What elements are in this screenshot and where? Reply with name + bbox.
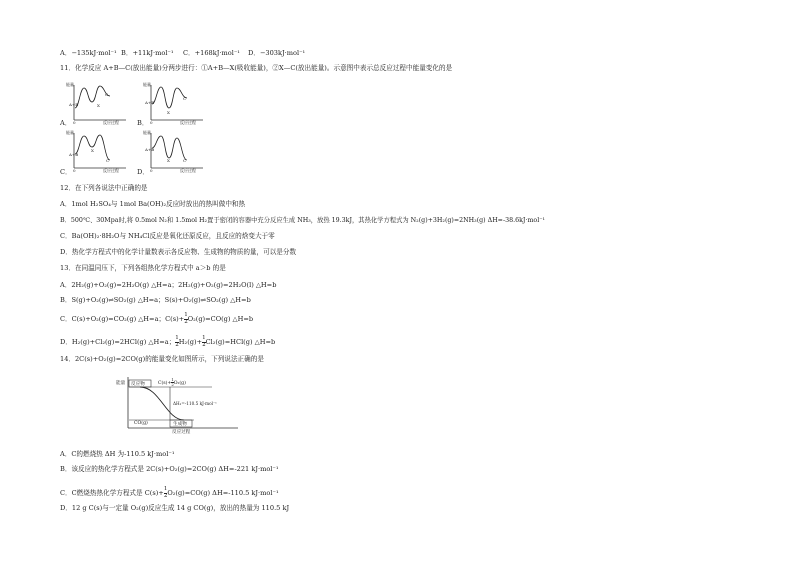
q14-stem: 14．2C(s)+O₂(g)=2CO(g)的能量变化如图所示，下列说法正确的是	[60, 355, 264, 363]
q10-option-d: D．−303kJ·mol⁻¹	[248, 49, 306, 57]
q11-b-xlabel: 反应过程	[180, 120, 196, 125]
q13-d-part2: H₂(g)+	[178, 338, 203, 346]
q11-a-c: C	[105, 92, 109, 97]
q11-key-d: D．	[137, 168, 149, 176]
q11-d-ylabel: 能量	[143, 130, 151, 135]
q11-a-ylabel: 能量	[66, 82, 74, 87]
q13-c-part2: O₂(g)=CO(g) △H=b	[187, 315, 254, 323]
q11-b-c: C	[183, 96, 187, 101]
q14-reactant-formula: C(s)+ $\frac{1}{2}$ O₂(g)	[158, 377, 186, 387]
q14-ylabel: 能量	[116, 381, 126, 386]
q14-delta-h: ΔH₁=-110.5 kJ·mol⁻¹	[173, 401, 217, 406]
q12-option-b: B．500℃、30Mpa时,将 0.5mol N₂和 1.5mol H₂置于密闭的容器中充分反应生成 NH₃，放热 19.3kJ，其热化学方程式为 N₂(g)+3H₂(g)=2NH₃(g) ΔH=-38.6kJ·mol⁻¹	[60, 217, 546, 224]
q11-b-x: X	[167, 110, 170, 115]
q11-key-a: A．	[60, 119, 72, 127]
q11-c-x: X	[91, 148, 94, 153]
q14-option-b: B．该反应的热化学方程式是 2C(s)+O₂(g)=2CO(g) ΔH=-221 kJ·mol⁻¹	[60, 465, 279, 473]
q11-c-origin: 0	[73, 168, 76, 173]
q14-c-part2: O₂(g)=CO(g) ΔH=-110.5 kJ·mol⁻¹	[167, 489, 279, 497]
q13-stem: 13．在同温同压下，下列各组热化学方程式中 a＞b 的是	[60, 264, 226, 272]
q14-reactant-box: 反应物	[131, 382, 145, 387]
q13-d-part3: Cl₂(g)=HCl(g) △H=b	[205, 338, 276, 346]
q11-graph-c	[66, 130, 128, 172]
q11-b-ab: A+B	[145, 100, 155, 105]
q11-b-ylabel: 能量	[143, 82, 151, 87]
q14-option-a: A．C的燃烧热 ΔH 为-110.5 kJ·mol⁻¹	[60, 450, 175, 458]
q13-option-d	[60, 336, 275, 348]
q13-c-fraction: $\frac{1}{2}$	[184, 312, 188, 325]
q11-c-c: C	[106, 158, 110, 163]
q14-xlabel: 反应过程	[172, 430, 191, 435]
q14-product-formula: CO(g)	[134, 421, 148, 426]
q13-d-fraction2: $\frac{1}{2}$	[202, 335, 206, 348]
q14-c-part1: C．C燃烧热热化学方程式是 C(s)+	[60, 489, 164, 497]
q10-option-c: C．+168kJ·mol⁻¹	[183, 49, 240, 57]
q11-c-xlabel: 反应过程	[103, 168, 119, 173]
q10-option-b: B．+11kJ·mol⁻¹	[121, 49, 174, 57]
q11-a-origin: 0	[73, 120, 76, 125]
q11-d-xlabel: 反应过程	[180, 168, 196, 173]
q12-option-d: D．热化学方程式中的化学计量数表示各反应物、生成物的物质的量，可以是分数	[60, 248, 297, 256]
q14-c-fraction: $\frac{1}{2}$	[163, 486, 168, 499]
q11-c-ylabel: 能量	[66, 130, 74, 135]
q14-product-box: 生成物	[173, 422, 187, 427]
q14-option-d: D．12 g C(s)与一定量 O₂(g)反应生成 14 g CO(g)，放出的热量为 110.5 kJ	[60, 504, 290, 512]
q13-d-part1: D．H₂(g)+Cl₂(g)=2HCl(g) △H=a；	[60, 338, 176, 346]
q11-d-c: C	[183, 158, 187, 163]
q12-stem: 12．在下列各说法中正确的是	[60, 184, 148, 192]
q11-d-origin: 0	[150, 168, 153, 173]
q11-c-ab: A+B	[69, 152, 79, 157]
q11-d-x: X	[167, 158, 170, 163]
q14-option-c	[60, 487, 279, 499]
q13-option-b: B．S(g)+O₂(g)⇌SO₂(g) △H=a；S(s)+O₂(g)⇌SO₂(g) △H=b	[60, 296, 251, 304]
q13-c-part1: C．C(s)+O₂(g)=CO₂(g) △H=a；C(s)+	[60, 315, 185, 323]
q13-option-a: A．2H₂(g)+O₂(g)=2H₂O(g) △H=a；2H₂(g)+O₂(g)=2H₂O(l) △H=b	[60, 281, 277, 289]
q11-stem: 11．化学反应 A+B—C(放出能量)分两步进行：①A+B—X(吸收能量)，②X—C(放出能量)。示意图中表示总反应过程中能量变化的是	[60, 64, 453, 72]
q11-key-b: B．	[137, 119, 149, 127]
q10-option-a: A．−135kJ·mol⁻¹	[60, 49, 117, 57]
q12-option-a: A．1mol H₂SO₄与 1mol Ba(OH)₂反应时放出的热叫做中和热	[60, 200, 246, 208]
q11-a-x: X	[97, 103, 100, 108]
q13-d-fraction1: $\frac{1}{2}$	[175, 335, 179, 348]
q11-a-ab: A+B	[69, 102, 79, 107]
q13-option-c	[60, 313, 253, 325]
q11-b-origin: 0	[150, 120, 153, 125]
q11-a-xlabel: 反应过程	[103, 120, 119, 125]
q11-d-ab: A+B	[145, 147, 155, 152]
q12-option-c: C．Ba(OH)₂·8H₂O与 NH₄Cl反应是氧化还原反应，且反应的焓变大于零	[60, 232, 275, 240]
q11-key-c: C．	[60, 168, 72, 176]
